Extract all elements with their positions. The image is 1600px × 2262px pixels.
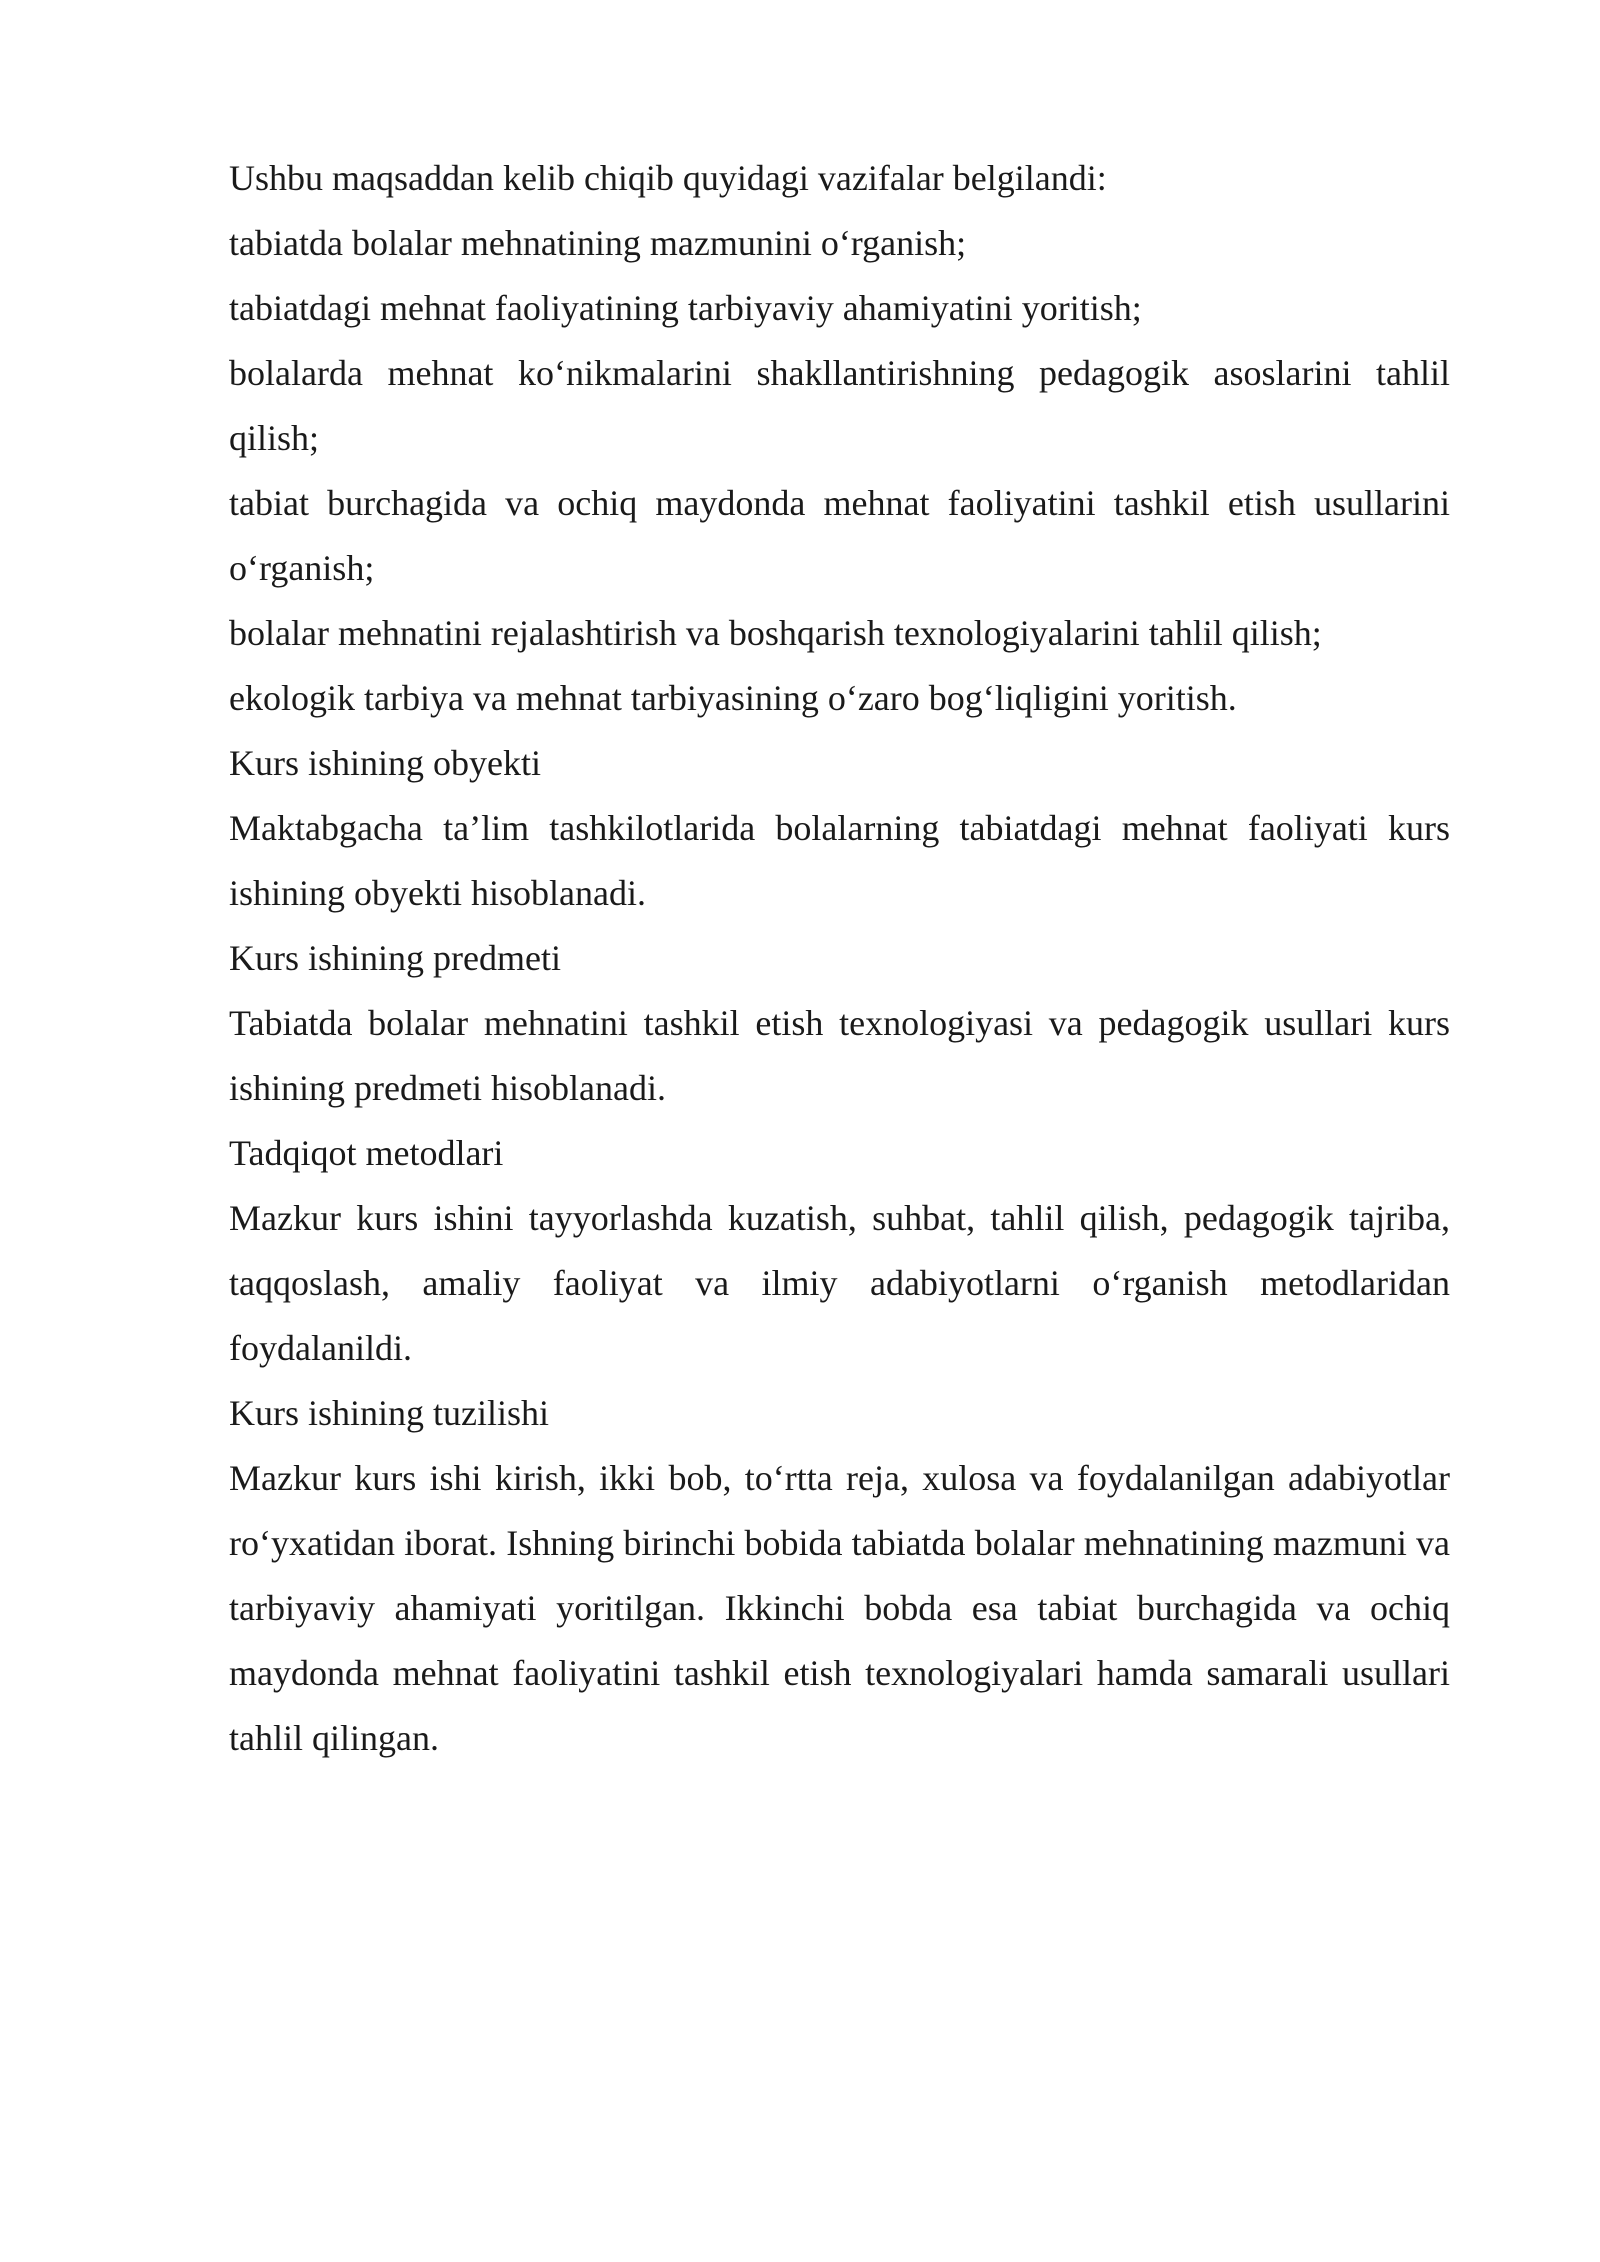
section-text-object: Maktabgacha ta’lim tashkilotlarida bolalarning tabiatdagi mehnat faoliyati kurs ishining obyekti hisoblanadi. [229,808,1450,913]
section-text-subject: Tabiatda bolalar mehnatini tashkil etish texnologiyasi va pedagogik usullari kurs ishining predmeti hisoblanadi. [229,1003,1450,1108]
task-item: ekologik tarbiya va mehnat tarbiyasining o‘zaro bog‘liqligini yoritish. [229,678,1237,718]
task-item: tabiatda bolalar mehnatining mazmunini o‘rganish; [229,223,967,263]
intro-paragraph: Ushbu maqsaddan kelib chiqib quyidagi vazifalar belgilandi: [229,158,1107,198]
task-item: tabiat burchagida va ochiq maydonda mehnat faoliyatini tashkil etish usullarini o‘rganish; [229,483,1450,588]
section-heading-methods: Tadqiqot metodlari [229,1133,504,1173]
section-text-structure: Mazkur kurs ishi kirish, ikki bob, to‘rtta reja, xulosa va foydalanilgan adabiyotlar ro‘yxatidan iborat. Ishning birinchi bobida tabiatda bolalar mehnatining mazmuni va tarbiyaviy ahamiyati yoritilgan. Ikkinchi bobda esa tabiat burchagida va ochiq maydonda mehnat faoliyatini tashkil etish texnologiyalari hamda samarali usullari tahlil qilingan. [229,1458,1450,1758]
section-text-methods: Mazkur kurs ishini tayyorlashda kuzatish, suhbat, tahlil qilish, pedagogik tajriba, taqqoslash, amaliy faoliyat va ilmiy adabiyotlarni o‘rganish metodlaridan foydalanildi. [229,1198,1450,1368]
section-heading-structure: Kurs ishining tuzilishi [229,1393,550,1433]
task-item: bolalar mehnatini rejalashtirish va boshqarish texnologiyalarini tahlil qilish; [229,613,1322,653]
document-page [229,146,1450,1771]
section-heading-object: Kurs ishining obyekti [229,743,541,783]
task-item: bolalarda mehnat ko‘nikmalarini shakllantirishning pedagogik asoslarini tahlil qilish; [229,353,1450,458]
section-heading-subject: Kurs ishining predmeti [229,938,561,978]
task-item: tabiatdagi mehnat faoliyatining tarbiyaviy ahamiyatini yoritish; [229,288,1142,328]
